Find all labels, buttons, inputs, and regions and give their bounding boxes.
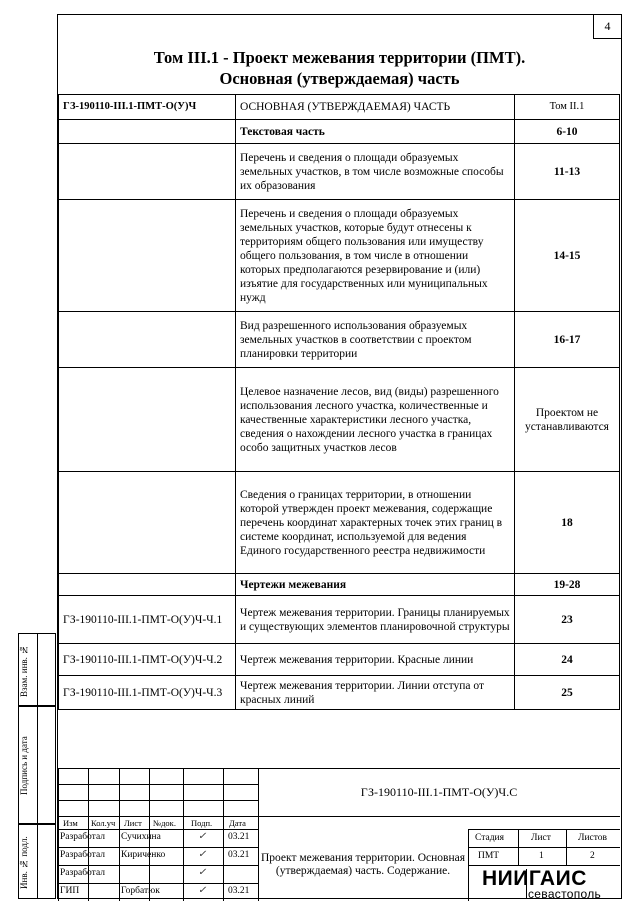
- row-pages: Проектом не устанавливаются: [515, 368, 620, 472]
- row-pages: 16-17: [515, 312, 620, 368]
- contents-table: [58, 94, 620, 710]
- row-code: ГЗ-190110-III.1-ПМТ-О(У)Ч-Ч.3: [59, 676, 236, 710]
- contents-row: [59, 644, 620, 676]
- header-name: ОСНОВНАЯ (УТВЕРЖДАЕМАЯ) ЧАСТЬ: [236, 95, 515, 120]
- row-pages: 14-15: [515, 200, 620, 312]
- row-pages: 25: [515, 676, 620, 710]
- row-name: Чертежи межевания: [236, 574, 515, 596]
- contents-row: [59, 676, 620, 710]
- page-number: 4: [593, 15, 621, 39]
- contents-row: [59, 312, 620, 368]
- side-label-podpis: Подпись и дата: [19, 736, 29, 796]
- row-code: [59, 120, 236, 144]
- row-name: Сведения о границах территории, в отношении которой утвержден проект межевания, содержащие перечень координат характерных точек этих границ в системе координат, используемой для ведения Единого государственного реестра недвижимости: [236, 472, 515, 574]
- row-code: ГЗ-190110-III.1-ПМТ-О(У)Ч-Ч.2: [59, 644, 236, 676]
- row-pages: 24: [515, 644, 620, 676]
- row-name: Чертеж межевания территории. Границы планируемых и существующих элементов планировочной структуры: [236, 596, 515, 644]
- person-name: Кириченко: [121, 850, 166, 860]
- stage-value: ПМТ: [478, 851, 500, 861]
- person-name: Сучихина: [121, 832, 161, 842]
- col-list: Лист: [124, 818, 142, 828]
- row-name: Чертеж межевания территории. Красные линии: [236, 644, 515, 676]
- col-date: Дата: [229, 818, 246, 828]
- row-name: Чертеж межевания территории. Линии отступа от красных линий: [236, 676, 515, 710]
- person-signature: ✓: [198, 885, 207, 896]
- row-code: [59, 312, 236, 368]
- stamp-doc-code: ГЗ-190110-III.1-ПМТ-О(У)Ч.С: [360, 785, 518, 799]
- contents-row: [59, 200, 620, 312]
- row-code: [59, 472, 236, 574]
- col-ndok: №док.: [153, 818, 176, 828]
- sheets-value: 2: [590, 851, 595, 861]
- row-name: Текстовая часть: [236, 120, 515, 144]
- person-role: Разработал: [60, 832, 105, 842]
- side-stamp-podpis: [18, 706, 56, 824]
- row-name: Вид разрешенного использования образуемых земельных участков в соответствии с проектом планировки территории: [236, 312, 515, 368]
- row-pages: 6-10: [515, 120, 620, 144]
- col-koluch: Кол.уч: [91, 818, 116, 828]
- row-code: [59, 574, 236, 596]
- sheets-label: Листов: [578, 833, 608, 843]
- contents-header-row: [59, 95, 620, 120]
- org-city: севастополь: [528, 887, 602, 901]
- side-stamp-vzam: [18, 633, 56, 706]
- row-code: [59, 144, 236, 200]
- contents-row: [59, 472, 620, 574]
- contents-row: [59, 120, 620, 144]
- person-role: Разработал: [60, 868, 105, 878]
- row-pages: 19-28: [515, 574, 620, 596]
- contents-row: [59, 144, 620, 200]
- person-name: Горбатюк: [121, 886, 160, 896]
- person-signature: ✓: [198, 849, 207, 860]
- contents-row: [59, 574, 620, 596]
- row-name: Перечень и сведения о площади образуемых земельных участков, которые будут отнесены к территориям общего пользования или имуществу общего пользования, в том числе в отношении которых предполагаются резервирование и (или) изъятие для государственных или муниципальных нужд: [236, 200, 515, 312]
- sheet-label: Лист: [531, 833, 551, 843]
- sheet-value: 1: [539, 851, 544, 861]
- row-pages: 18: [515, 472, 620, 574]
- person-date: 03.21: [228, 850, 250, 860]
- row-pages: 11-13: [515, 144, 620, 200]
- document-title: [58, 47, 621, 89]
- row-code: [59, 200, 236, 312]
- side-label-vzam: Взам. инв. №: [19, 644, 29, 697]
- stamp-doc-name: Проект межевания территории. Основная (утверждаемая) часть. Содержание.: [260, 852, 466, 877]
- row-code: [59, 368, 236, 472]
- col-izm: Изм: [63, 818, 78, 828]
- contents-row: [59, 596, 620, 644]
- document-sheet: [57, 14, 622, 899]
- header-code: ГЗ-190110-III.1-ПМТ-О(У)Ч: [59, 95, 236, 120]
- person-role: Разработал: [60, 850, 105, 860]
- person-role: ГИП: [60, 886, 80, 896]
- header-volume: Том II.1: [515, 95, 620, 120]
- org-logo: [478, 865, 620, 901]
- row-pages: 23: [515, 596, 620, 644]
- person-date: 03.21: [228, 832, 250, 842]
- title-line-1: Том III.1 - Проект межевания территории (ПМТ).: [153, 48, 526, 67]
- row-code: ГЗ-190110-III.1-ПМТ-О(У)Ч-Ч.1: [59, 596, 236, 644]
- side-stamp-inv: [18, 824, 56, 899]
- title-block: [58, 768, 620, 901]
- org-name: НИИГАИС: [482, 867, 587, 890]
- title-line-2: Основная (утверждаемая) часть: [219, 69, 460, 88]
- person-signature: ✓: [198, 831, 207, 842]
- side-label-inv: Инв. № подл.: [19, 836, 29, 889]
- stage-label: Стадия: [475, 833, 504, 843]
- row-name: Целевое назначение лесов, вид (виды) разрешенного использования лесного участка, количественные и качественные характеристики лесного участка, сведения о нахождении лесного участка в границах особо защитных участков лесов: [236, 368, 515, 472]
- col-podp: Подп.: [191, 818, 213, 828]
- row-name: Перечень и сведения о площади образуемых земельных участков, в том числе возможные способы их образования: [236, 144, 515, 200]
- person-date: 03.21: [228, 886, 250, 896]
- person-signature: ✓: [198, 867, 207, 878]
- contents-row: [59, 368, 620, 472]
